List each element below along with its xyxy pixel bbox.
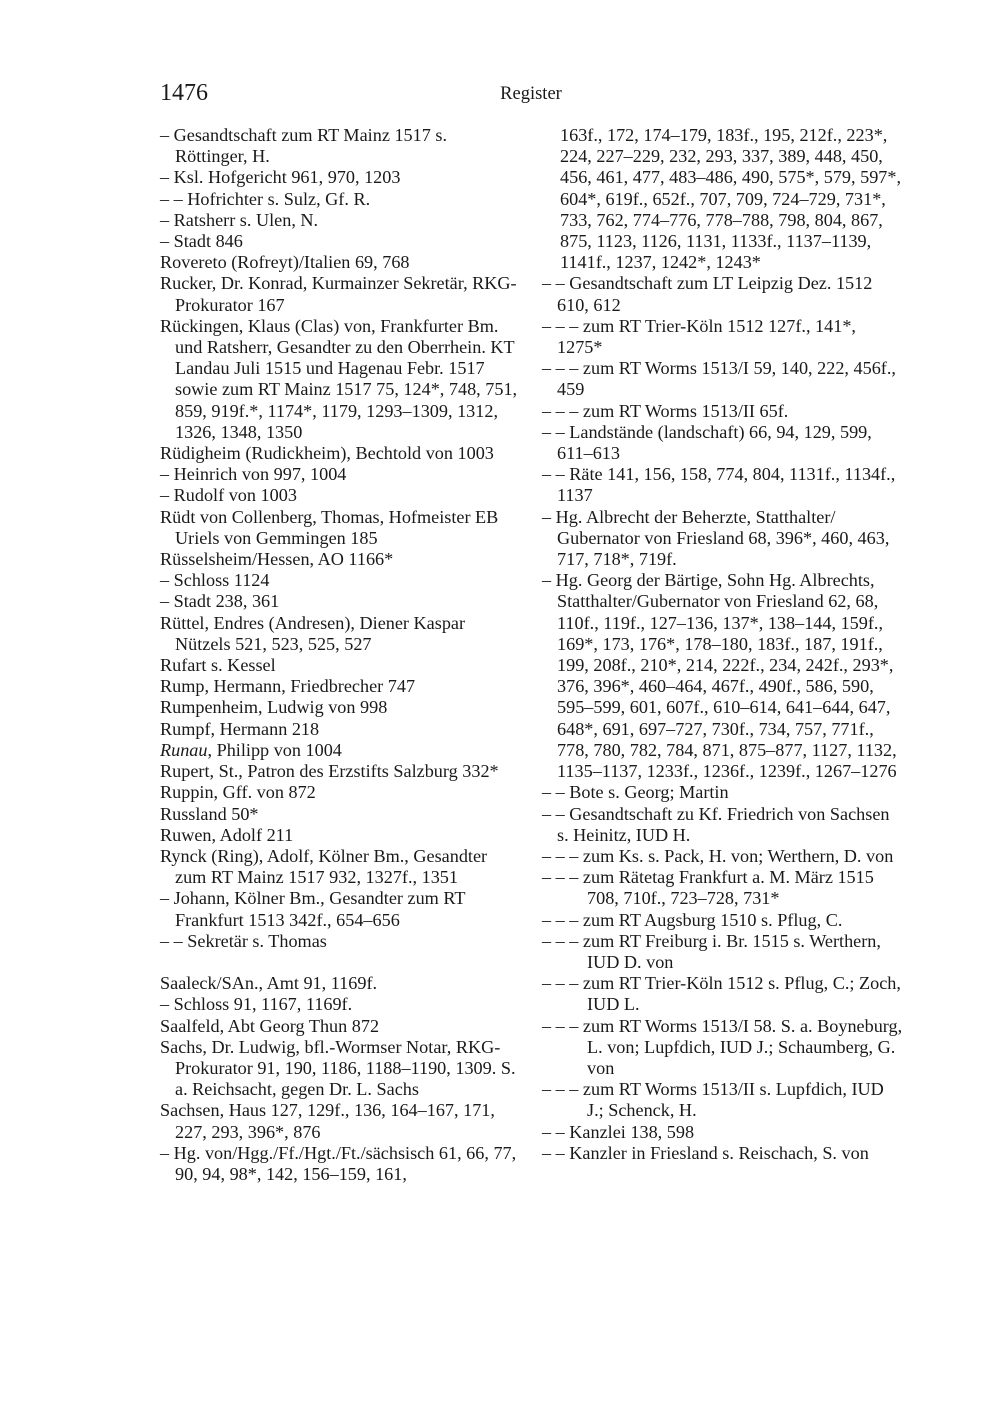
page-header <box>160 78 902 108</box>
index-entry: – – – zum RT Trier-Köln 1512 127f., 141*, 1275* <box>542 315 856 358</box>
letter-section-gap <box>160 952 522 973</box>
index-entry: – – – zum RT Worms 1513/I 58. S. a. Boyneburg, L. von; Lupfdich, IUD J.; Schaumberg, G. von <box>542 1015 903 1078</box>
index-entry: – Rudolf von 1003 <box>160 485 297 506</box>
index-entry: – – – zum RT Trier-Köln 1512 s. Pflug, C.; Zoch, IUD L. <box>542 973 901 1015</box>
index-entry: – Ratsherr s. Ulen, N. <box>160 209 319 230</box>
index-entry: Rückingen, Klaus (Clas) von, Frankfurter Bm. und Ratsherr, Gesandter zu den Oberrhein. KT Landau Juli 1515 und Hagenau Febr. 1517 sowie zum RT Mainz 1517 75, 124*, 748, 751, 859, 919f.*, 1174*, 1179, 1293–1309, 1312, 1326, 1348, 1350 <box>160 315 518 442</box>
index-entry: – Stadt 238, 361 <box>160 591 280 612</box>
index-entry: – Hg. Georg der Bärtige, Sohn Hg. Albrechts, Statthalter/Gubernator von Friesland 62, 68, 110f., 119f., 127–136, 137*, 138–144, 159f., 169*, 173, 176*, 178–180, 183f., 187, 191f., 199, 208f., 210*, 214, 222f., 234, 242f., 293*, 376, 396*, 460–464, 467f., 490f., 586, 590, 595–599, 601, 607f., 610–614, 641–644, 647, 648*, 691, 697–727, 730f., 734, 757, 771f., 778, 780, 782, 784, 871, 875–877, 1127, 1132, 1135–1137, 1233f., 1236f., 1239f., 1267–1276 <box>542 570 897 782</box>
index-entry: – – Landstände (landschaft) 66, 94, 129, 599, 611–613 <box>542 421 872 464</box>
index-entry: Rüdigheim (Rudickheim), Bechtold von 1003 <box>160 443 494 464</box>
index-entry-continued: 163f., 172, 174–179, 183f., 195, 212f., 223*, 224, 227–229, 232, 293, 337, 389, 448, 450, 456, 461, 477, 483–486, 490, 575*, 579, 597*, 604*, 619f., 652f., 707, 709, 724–729, 731*, 733, 762, 774–776, 778–788, 798, 804, 867, 875, 1123, 1126, 1131, 1133f., 1137–1139, 1141f., 1237, 1242*, 1243* <box>560 125 902 273</box>
index-entry: – – – zum RT Worms 1513/II s. Lupfdich, IUD J.; Schenck, H. <box>542 1079 884 1121</box>
index-entry: – – Gesandtschaft zu Kf. Friedrich von Sachsen s. Heinitz, IUD H. <box>542 803 890 845</box>
index-entry: Rynck (Ring), Adolf, Kölner Bm., Gesandter zum RT Mainz 1517 932, 1327f., 1351 <box>160 845 488 888</box>
index-entry: – – – zum Ks. s. Pack, H. von; Werthern, D. von <box>542 845 894 866</box>
running-title: Register <box>500 84 562 104</box>
index-entry: – – Bote s. Georg; Martin <box>542 782 729 803</box>
index-entry <box>160 740 522 761</box>
index-entry: – – – zum RT Worms 1513/I 59, 140, 222, 456f., 459 <box>542 358 896 400</box>
index-entry: Ruppin, Gff. von 872 <box>160 782 316 803</box>
index-entry: Rüsselsheim/Hessen, AO 1166* <box>160 549 394 570</box>
index-entry: Rufart s. Kessel <box>160 655 276 676</box>
index-column-left <box>160 125 522 1185</box>
index-entry: – – – zum RT Worms 1513/II 65f. <box>542 400 789 421</box>
index-entry: Saalfeld, Abt Georg Thun 872 <box>160 1015 380 1036</box>
index-entry: Rüdt von Collenberg, Thomas, Hofmeister EB Uriels von Gemmingen 185 <box>160 506 499 548</box>
index-entry: Saaleck/SAn., Amt 91, 1169f. <box>160 973 378 994</box>
index-entry: Rumpenheim, Ludwig von 998 <box>160 697 388 718</box>
page-number: 1476 <box>160 80 208 106</box>
index-entry: – – Gesandtschaft zum LT Leipzig Dez. 1512 610, 612 <box>542 273 873 315</box>
index-entry: – – – zum RT Augsburg 1510 s. Pflug, C. <box>542 909 843 930</box>
index-entry: – Schloss 1124 <box>160 570 270 591</box>
index-entry: Rüttel, Endres (Andresen), Diener Kaspar Nützels 521, 523, 525, 527 <box>160 612 466 654</box>
index-entry: Russland 50* <box>160 803 259 824</box>
index-entry: – – Kanzlei 138, 598 <box>542 1121 695 1142</box>
index-entry: Rupert, St., Patron des Erzstifts Salzburg 332* <box>160 761 499 782</box>
index-entry: – Hg. Albrecht der Beherzte, Statthalter/ Gubernator von Friesland 68, 396*, 460, 463, 717, 718*, 719f. <box>542 506 890 570</box>
index-entry: – Johann, Kölner Bm., Gesandter zum RT Frankfurt 1513 342f., 654–656 <box>160 888 466 930</box>
index-entry: – – Räte 141, 156, 158, 774, 804, 1131f., 1134f., 1137 <box>542 464 896 506</box>
index-entry: – – – zum Rätetag Frankfurt a. M. März 1515 708, 710f., 723–728, 731* <box>542 867 874 909</box>
index-entry: Sachsen, Haus 127, 129f., 136, 164–167, 171, 227, 293, 396*, 876 <box>160 1100 495 1142</box>
index-entry: Rump, Hermann, Friedbrecher 747 <box>160 676 416 697</box>
index-entry: – – Kanzler in Friesland s. Reischach, S. von <box>542 1142 869 1163</box>
index-entry: Sachs, Dr. Ludwig, bfl.-Wormser Notar, RKG-Prokurator 91, 190, 1186, 1188–1190, 1309. S. a. Reichsacht, gegen Dr. L. Sachs <box>160 1036 516 1100</box>
index-headword-italic: Runau <box>160 739 208 760</box>
index-entry: – Schloss 91, 1167, 1169f. <box>160 994 353 1015</box>
index-entry: – Gesandtschaft zum RT Mainz 1517 s. Röttinger, H. <box>160 125 447 167</box>
index-entry: Ruwen, Adolf 211 <box>160 824 294 845</box>
index-entry: – Ksl. Hofgericht 961, 970, 1203 <box>160 167 401 188</box>
index-entry-rest: , Philipp von 1004 <box>207 739 342 760</box>
index-entry: – Stadt 846 <box>160 231 243 252</box>
index-entry: – Heinrich von 997, 1004 <box>160 464 347 485</box>
index-column-right <box>542 125 904 1164</box>
index-entry: Rovereto (Rofreyt)/Italien 69, 768 <box>160 252 410 273</box>
index-entry: Rumpf, Hermann 218 <box>160 718 320 739</box>
index-entry: – Hg. von/Hgg./Ff./Hgt./Ft./sächsisch 61, 66, 77, 90, 94, 98*, 142, 156–159, 161, <box>160 1142 517 1184</box>
index-entry: – – – zum RT Freiburg i. Br. 1515 s. Werthern, IUD D. von <box>542 930 881 972</box>
index-entry: Rucker, Dr. Konrad, Kurmainzer Sekretär, RKG-Prokurator 167 <box>160 273 517 315</box>
index-entry: – – Sekretär s. Thomas <box>160 930 327 951</box>
index-entry: – – Hofrichter s. Sulz, Gf. R. <box>160 188 371 209</box>
